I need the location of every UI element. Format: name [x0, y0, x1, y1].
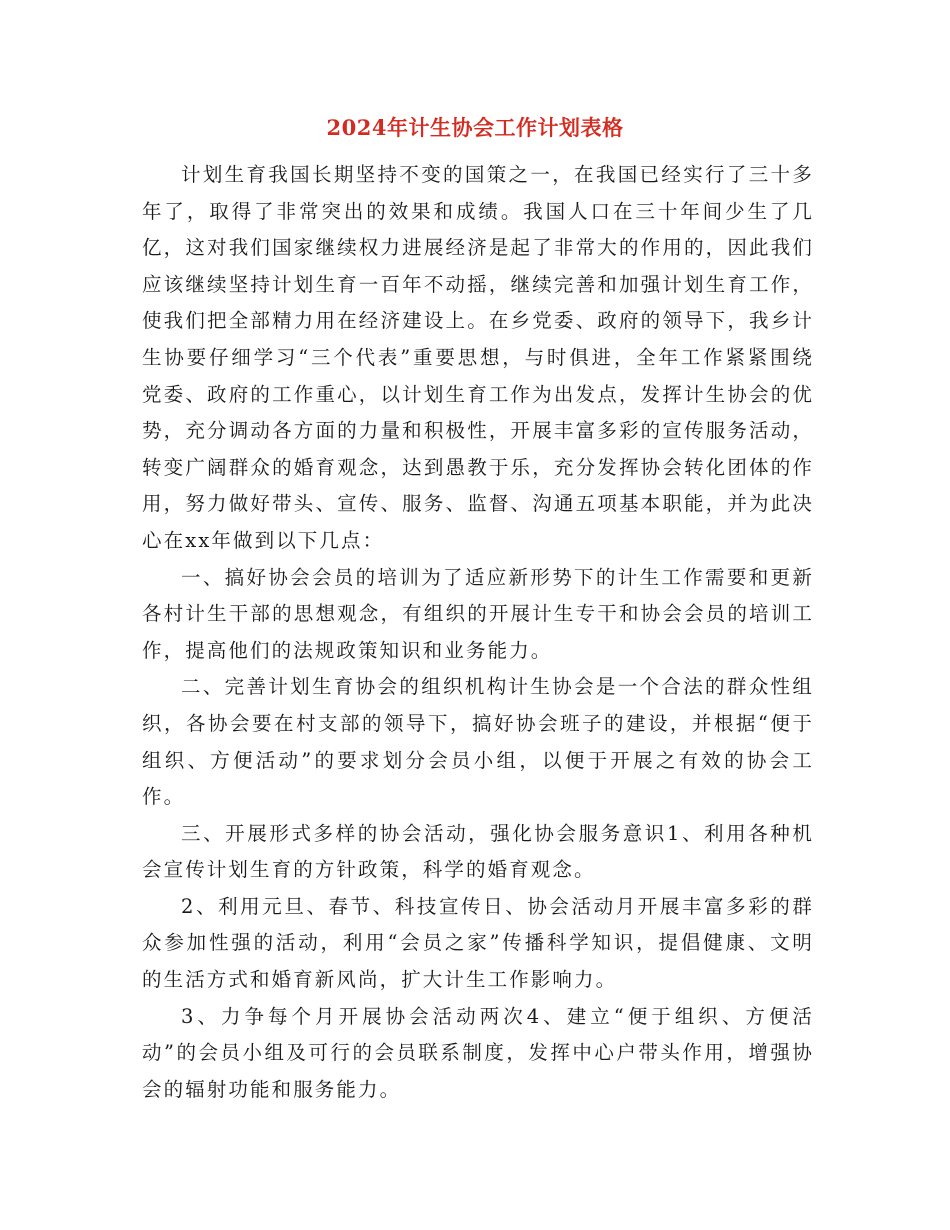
paragraph-item-2: 二、完善计划生育协会的组织机构计生协会是一个合法的群众性组织，各协会要在村支部的领导下，搞好协会班子的建设，并根据“便于组织、方便活动”的要求划分会员小组，以便于开展之有效的协会工作。 [142, 675, 814, 809]
paragraph-intro: 计划生育我国长期坚持不变的国策之一，在我国已经实行了三十多年了，取得了非常突出的效果和成绩。我国人口在三十年间少生了几亿，这对我们国家继续权力进展经济是起了非常大的作用的，因此我们应该继续坚持计划生育一百年不动摇，继续完善和加强计划生育工作，使我们把全部精力用在经济建设上。在乡党委、政府的领导下，我乡计生协要仔细学习“三个代表”重要思想，与时俱进，全年工作紧紧围绕党委、政府的工作重心，以计划生育工作为出发点，发挥计生协会的优势，充分调动各方面的力量和积极性，开展丰富多彩的宣传服务活动，转变广阔群众的婚育观念，达到愚教于乐，充分发挥协会转化团体的作用，努力做好带头、宣传、服务、监督、沟通五项基本职能，并为此决心在xx年做到以下几点： [142, 163, 814, 552]
paragraph-item-1: 一、搞好协会会员的培训为了适应新形势下的计生工作需要和更新各村计生干部的思想观念，有组织的开展计生专干和协会会员的培训工作，提高他们的法规政策知识和业务能力。 [142, 565, 814, 662]
document-body [142, 157, 814, 1108]
paragraph-item-3: 三、开展形式多样的协会活动，强化协会服务意识1、利用各种机会宣传计划生育的方针政策，科学的婚育观念。 [142, 821, 814, 882]
paragraph-item-3-2: 2、利用元旦、春节、科技宣传日、协会活动月开展丰富多彩的群众参加性强的活动，利用“会员之家”传播科学知识，提倡健康、文明的生活方式和婚育新风尚，扩大计生工作影响力。 [142, 894, 814, 992]
document-title: 2024年计生协会工作计划表格 [326, 115, 624, 140]
paragraph-item-3-3: 3、力争每个月开展协会活动两次4、建立“便于组织、方便活动”的会员小组及可行的会员联系制度，发挥中心户带头作用，增强协会的辐射功能和服务能力。 [142, 1004, 814, 1101]
